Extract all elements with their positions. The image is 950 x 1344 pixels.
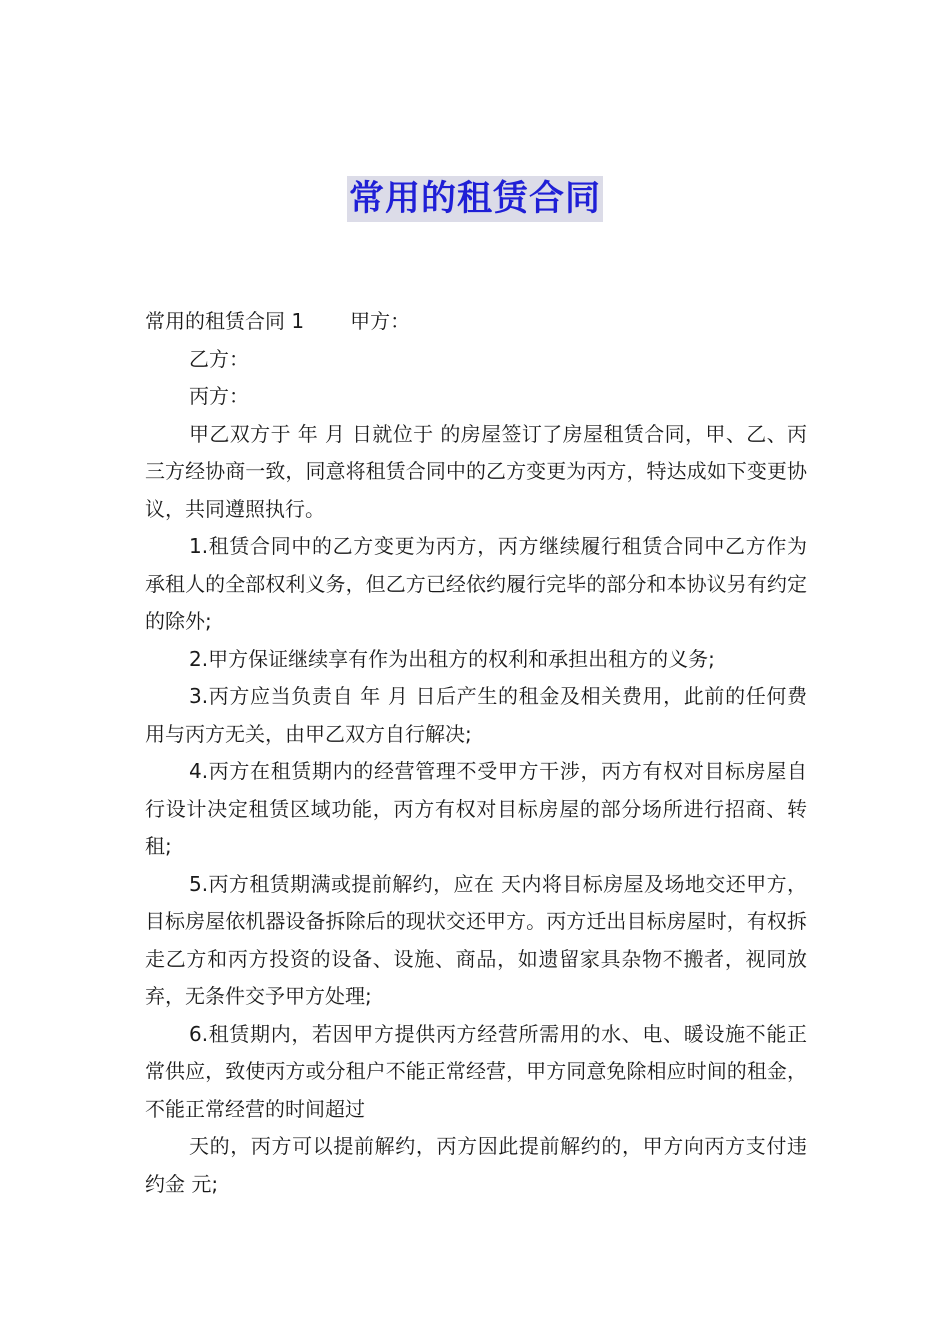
clause-6: 6.租赁期内，若因甲方提供丙方经营所需用的水、电、暖设施不能正常供应，致使丙方或分租户不能正常经营，甲方同意免除相应时间的租金，不能正常经营的时间超过: [145, 1021, 807, 1121]
clause-6-continued: 天的，丙方可以提前解约，丙方因此提前解约的，甲方向丙方支付违约金 元;: [145, 1134, 807, 1196]
party-b-label: 乙方：: [189, 346, 249, 371]
party-c-label: 丙方：: [189, 384, 249, 408]
party-a-label: 甲方：: [350, 309, 411, 333]
heading-line: [145, 303, 807, 341]
document-title: 常用的租赁合同: [347, 176, 603, 222]
title-container: [0, 176, 950, 222]
document-body: [145, 303, 807, 1203]
clause-3: 3.丙方应当负责自 年 月 日后产生的租金及相关费用，此前的任何费用与丙方无关，由甲乙双方自行解决;: [145, 684, 807, 746]
contract-label: 常用的租赁合同 1: [145, 309, 305, 333]
clause-2: 2.甲方保证继续享有作为出租方的权利和承担出租方的义务;: [189, 646, 715, 671]
clause-1: 1.租赁合同中的乙方变更为丙方，丙方继续履行租赁合同中乙方作为承租人的全部权利义务，但乙方已经依约履行完毕的部分和本协议另有约定的除外;: [145, 534, 807, 633]
clause-5: 5.丙方租赁期满或提前解约，应在 天内将目标房屋及场地交还甲方，目标房屋依机器设备拆除后的现状交还甲方。丙方迁出目标房屋时，有权拆走乙方和丙方投资的设备、设施、商品，如遗留家具杂物不搬者，视同放弃，无条件交予甲方处理;: [145, 871, 807, 1008]
paragraph-intro: 甲乙双方于 年 月 日就位于 的房屋签订了房屋租赁合同，甲、乙、丙三方经协商一致，同意将租赁合同中的乙方变更为丙方，特达成如下变更协议，共同遵照执行。: [145, 421, 807, 521]
clause-4: 4.丙方在租赁期内的经营管理不受甲方干涉，丙方有权对目标房屋自行设计决定租赁区域功能，丙方有权对目标房屋的部分场所进行招商、转租;: [145, 759, 807, 858]
